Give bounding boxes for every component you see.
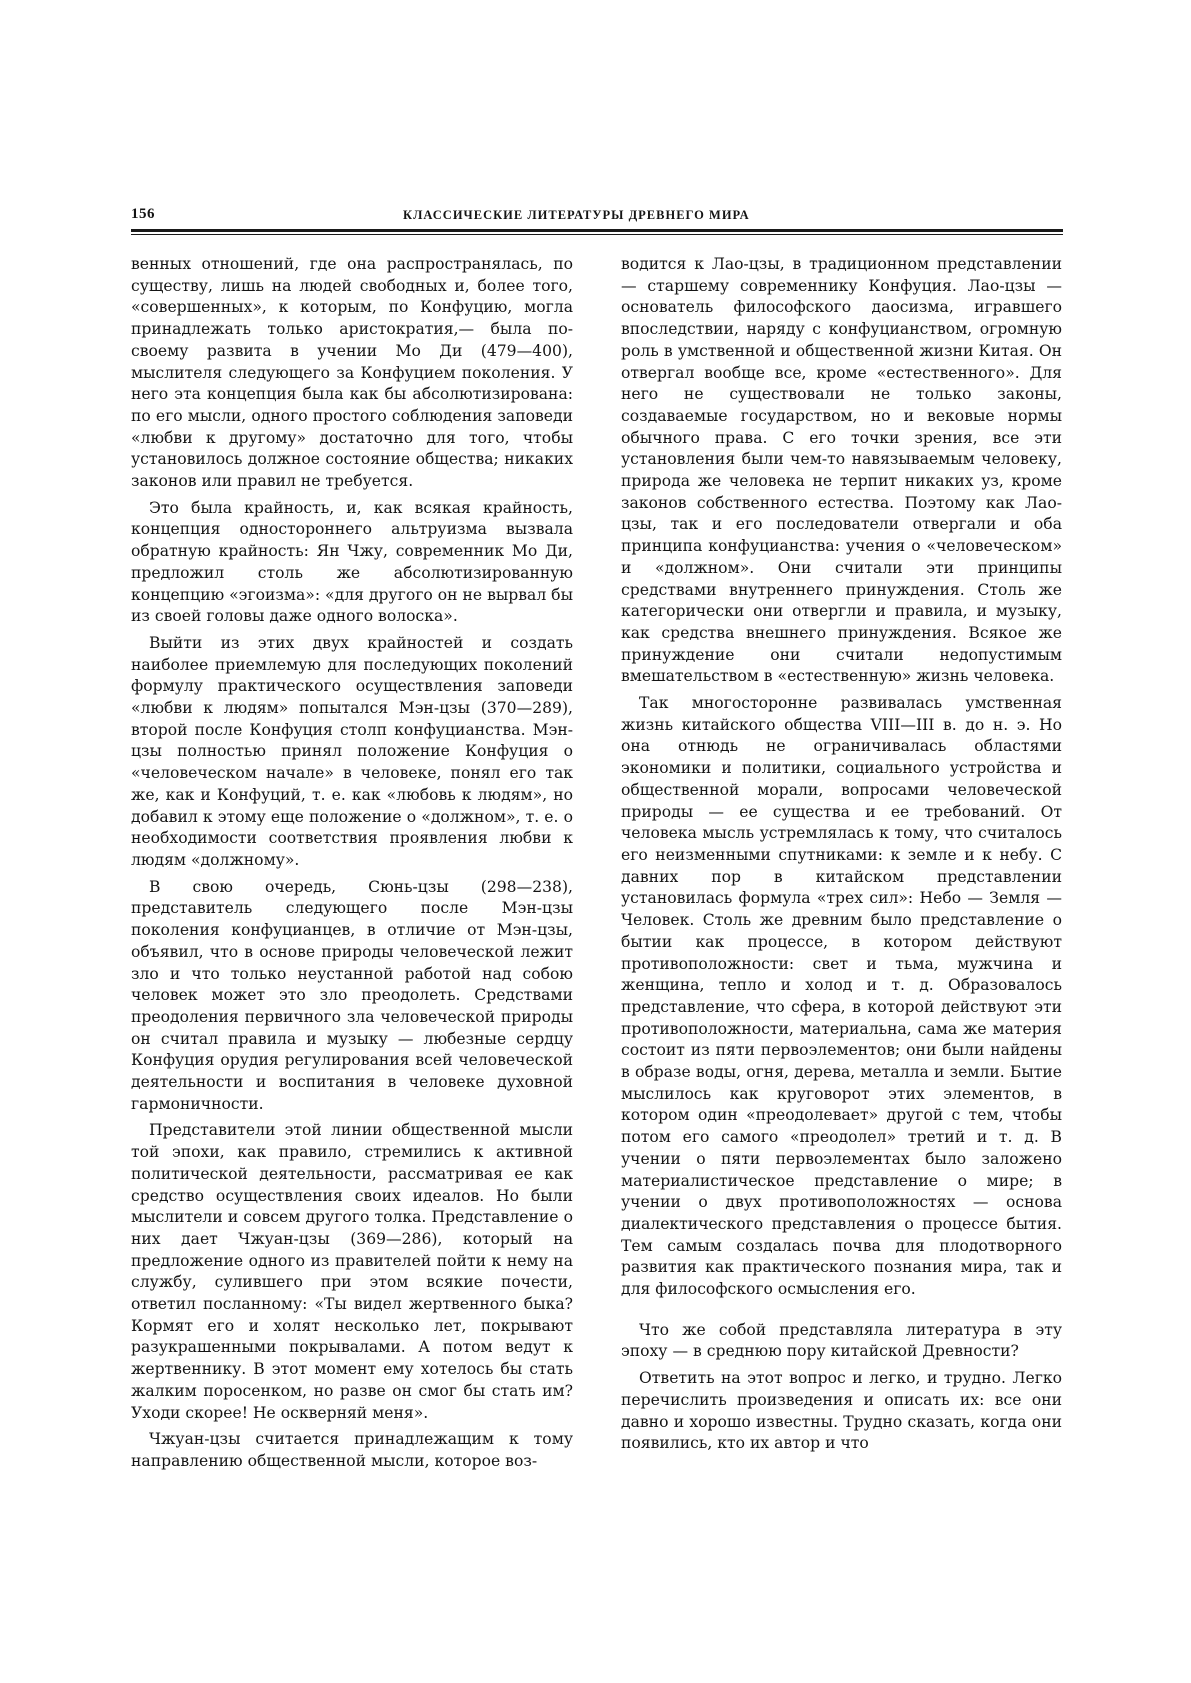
paragraph: Представители этой линии общественной мысли той эпохи, как правило, стремились к активной политической деятельности, рассматривая ее как средство осуществления своих идеалов. Но были мыслители и совсем другого толка. Представление о них дает Чжуан-цзы (369—286), который на предложение одного из правителей пойти к нему на службу, сулившего при этом всякие почести, ответил посланному: «Ты видел жертвенного быка? Кормят его и холят несколько лет, покрывают разукрашенными покрывалами. А потом ведут к жертвеннику. В этот момент ему хотелось бы стать жалким поросенком, но разве он смог бы стать им? Уходи скорее! Не оскверняй меня». [131,1121,573,1422]
paragraph: Ответить на этот вопрос и легко, и трудно. Легко перечислить произведения и описать их: все они давно и хорошо известны. Трудно сказать, когда они появились, кто их автор и что [621,1369,1062,1453]
left-column [131,254,573,1478]
paragraph: Это была крайность, и, как всякая крайность, концепция одностороннего альтруизма вызвала обратную крайность: Ян Чжу, современник Мо Ди, предложил столь же абсолютизированную концепцию «эгоизма»: «для другого он не вырвал бы из своей головы даже одного волоска». [131,498,573,626]
header-rule-thin [131,234,1063,235]
paragraph: Выйти из этих двух крайностей и создать наиболее приемлемую для последующих поколений формулу практического осуществления заповеди «любви к людям» попытался Мэн-цзы (370—289), второй после Конфуция столп конфуцианства. Мэн-цзы полностью принял положение Конфуция о «человеческом начале» в человеке, понял его так же, как и Конфуций, т. е. как «любовь к людям», но добавил к этому еще положение о «должном», т. е. о необходимости соответствия проявления любви к людям «должному». [131,633,573,869]
paragraph: венных отношений, где она распространялась, по существу, лишь на людей свободных и, более того, «совершенных», к которым, по Конфуцию, могла принадлежать только аристократия,— была по-своему развита в учении Мо Ди (479—400), мыслителя следующего за Конфуцием поколения. У него эта концепция была как бы абсолютизирована: по его мысли, одного простого соблюдения заповеди «любви к другому» достаточно для того, чтобы установилось должное состояние общества; никаких законов или правил не требуется. [131,255,573,491]
paragraph: Так многосторонне развивалась умственная жизнь китайского общества VIII—III в. до н. э. Но она отнюдь не ограничивалась областями экономики и политики, социального устройства и общественной морали, вопросами человеческой природы — ее существа и ее требований. От человека мысль устремлялась к тому, что считалось его неизменными спутниками: к земле и к небу. С давних пор в китайском представлении установилась формула «трех сил»: Небо — Земля — Человек. Столь же древним было представление о бытии как процессе, в котором действуют противоположности: свет и тьма, мужчина и женщина, тепло и холод и т. д. Образовалось представление, что сфера, в которой действуют эти противоположности, материальна, сама же материя состоит из пяти первоэлементов; они были найдены в образе воды, огня, дерева, металла и земли. Бытие мыслилось как круговорот этих элементов, в котором один «преодолевает» другой с тем, чтобы потом его самого «преодолел» третий и т. д. В учении о пяти первоэлементах было заложено материалистическое представление о мире; в учении о двух противоположностях — основа диалектического представления о процессе бытия. Тем самым создалась почва для плодотворного развития как практического познания мира, так и для философского осмысления его. [621,694,1062,1299]
page-header [131,206,1063,228]
right-column [621,254,1062,1460]
running-title: КЛАССИЧЕСКИЕ ЛИТЕРАТУРЫ ДРЕВНЕГО МИРА [403,208,750,222]
paragraph: водится к Лао-цзы, в традиционном представлении — старшему современнику Конфуция. Лао-цзы — основатель философского даосизма, игравшего впоследствии, наряду с конфуцианством, огромную роль в умственной и общественной жизни Китая. Он отвергал вообще все, кроме «естественного». Для него не существовали не только законы, создаваемые государством, но и вековые нормы обычного права. С его точки зрения, все эти установления были чем-то навязываемым человеку, природа же человека не терпит никаких уз, кроме законов собственного естества. Поэтому как Лао-цзы, так и его последователи отвергали и оба принципа конфуцианства: учения о «человеческом» и «должном». Они считали эти принципы средствами внутреннего принуждения. Столь же категорически они отвергли и правила, и музыку, как средства внешнего принуждения. Всякое же принуждение они считали недопустимым вмешательством в «естественную» жизнь человека. [621,255,1062,686]
paragraph: Что же собой представляла литература в эту эпоху — в среднюю пору китайской Древности? [621,1320,1062,1361]
header-rule-thick [131,229,1063,232]
paragraph: В свою очередь, Сюнь-цзы (298—238), представитель следующего после Мэн-цзы поколения конфуцианцев, в отличие от Мэн-цзы, объявил, что в основе природы человеческой лежит зло и что только неустанной работой над собою человек может это зло преодолеть. Средствами преодоления первичного зла человеческой природы он считал правила и музыку — любезные сердцу Конфуция орудия регулирования всей человеческой деятельности и воспитания в человеке духовной гармоничности. [131,877,573,1113]
paragraph: Чжуан-цзы считается принадлежащим к тому направлению общественной мысли, которое воз- [131,1430,573,1470]
page-number: 156 [131,206,155,222]
